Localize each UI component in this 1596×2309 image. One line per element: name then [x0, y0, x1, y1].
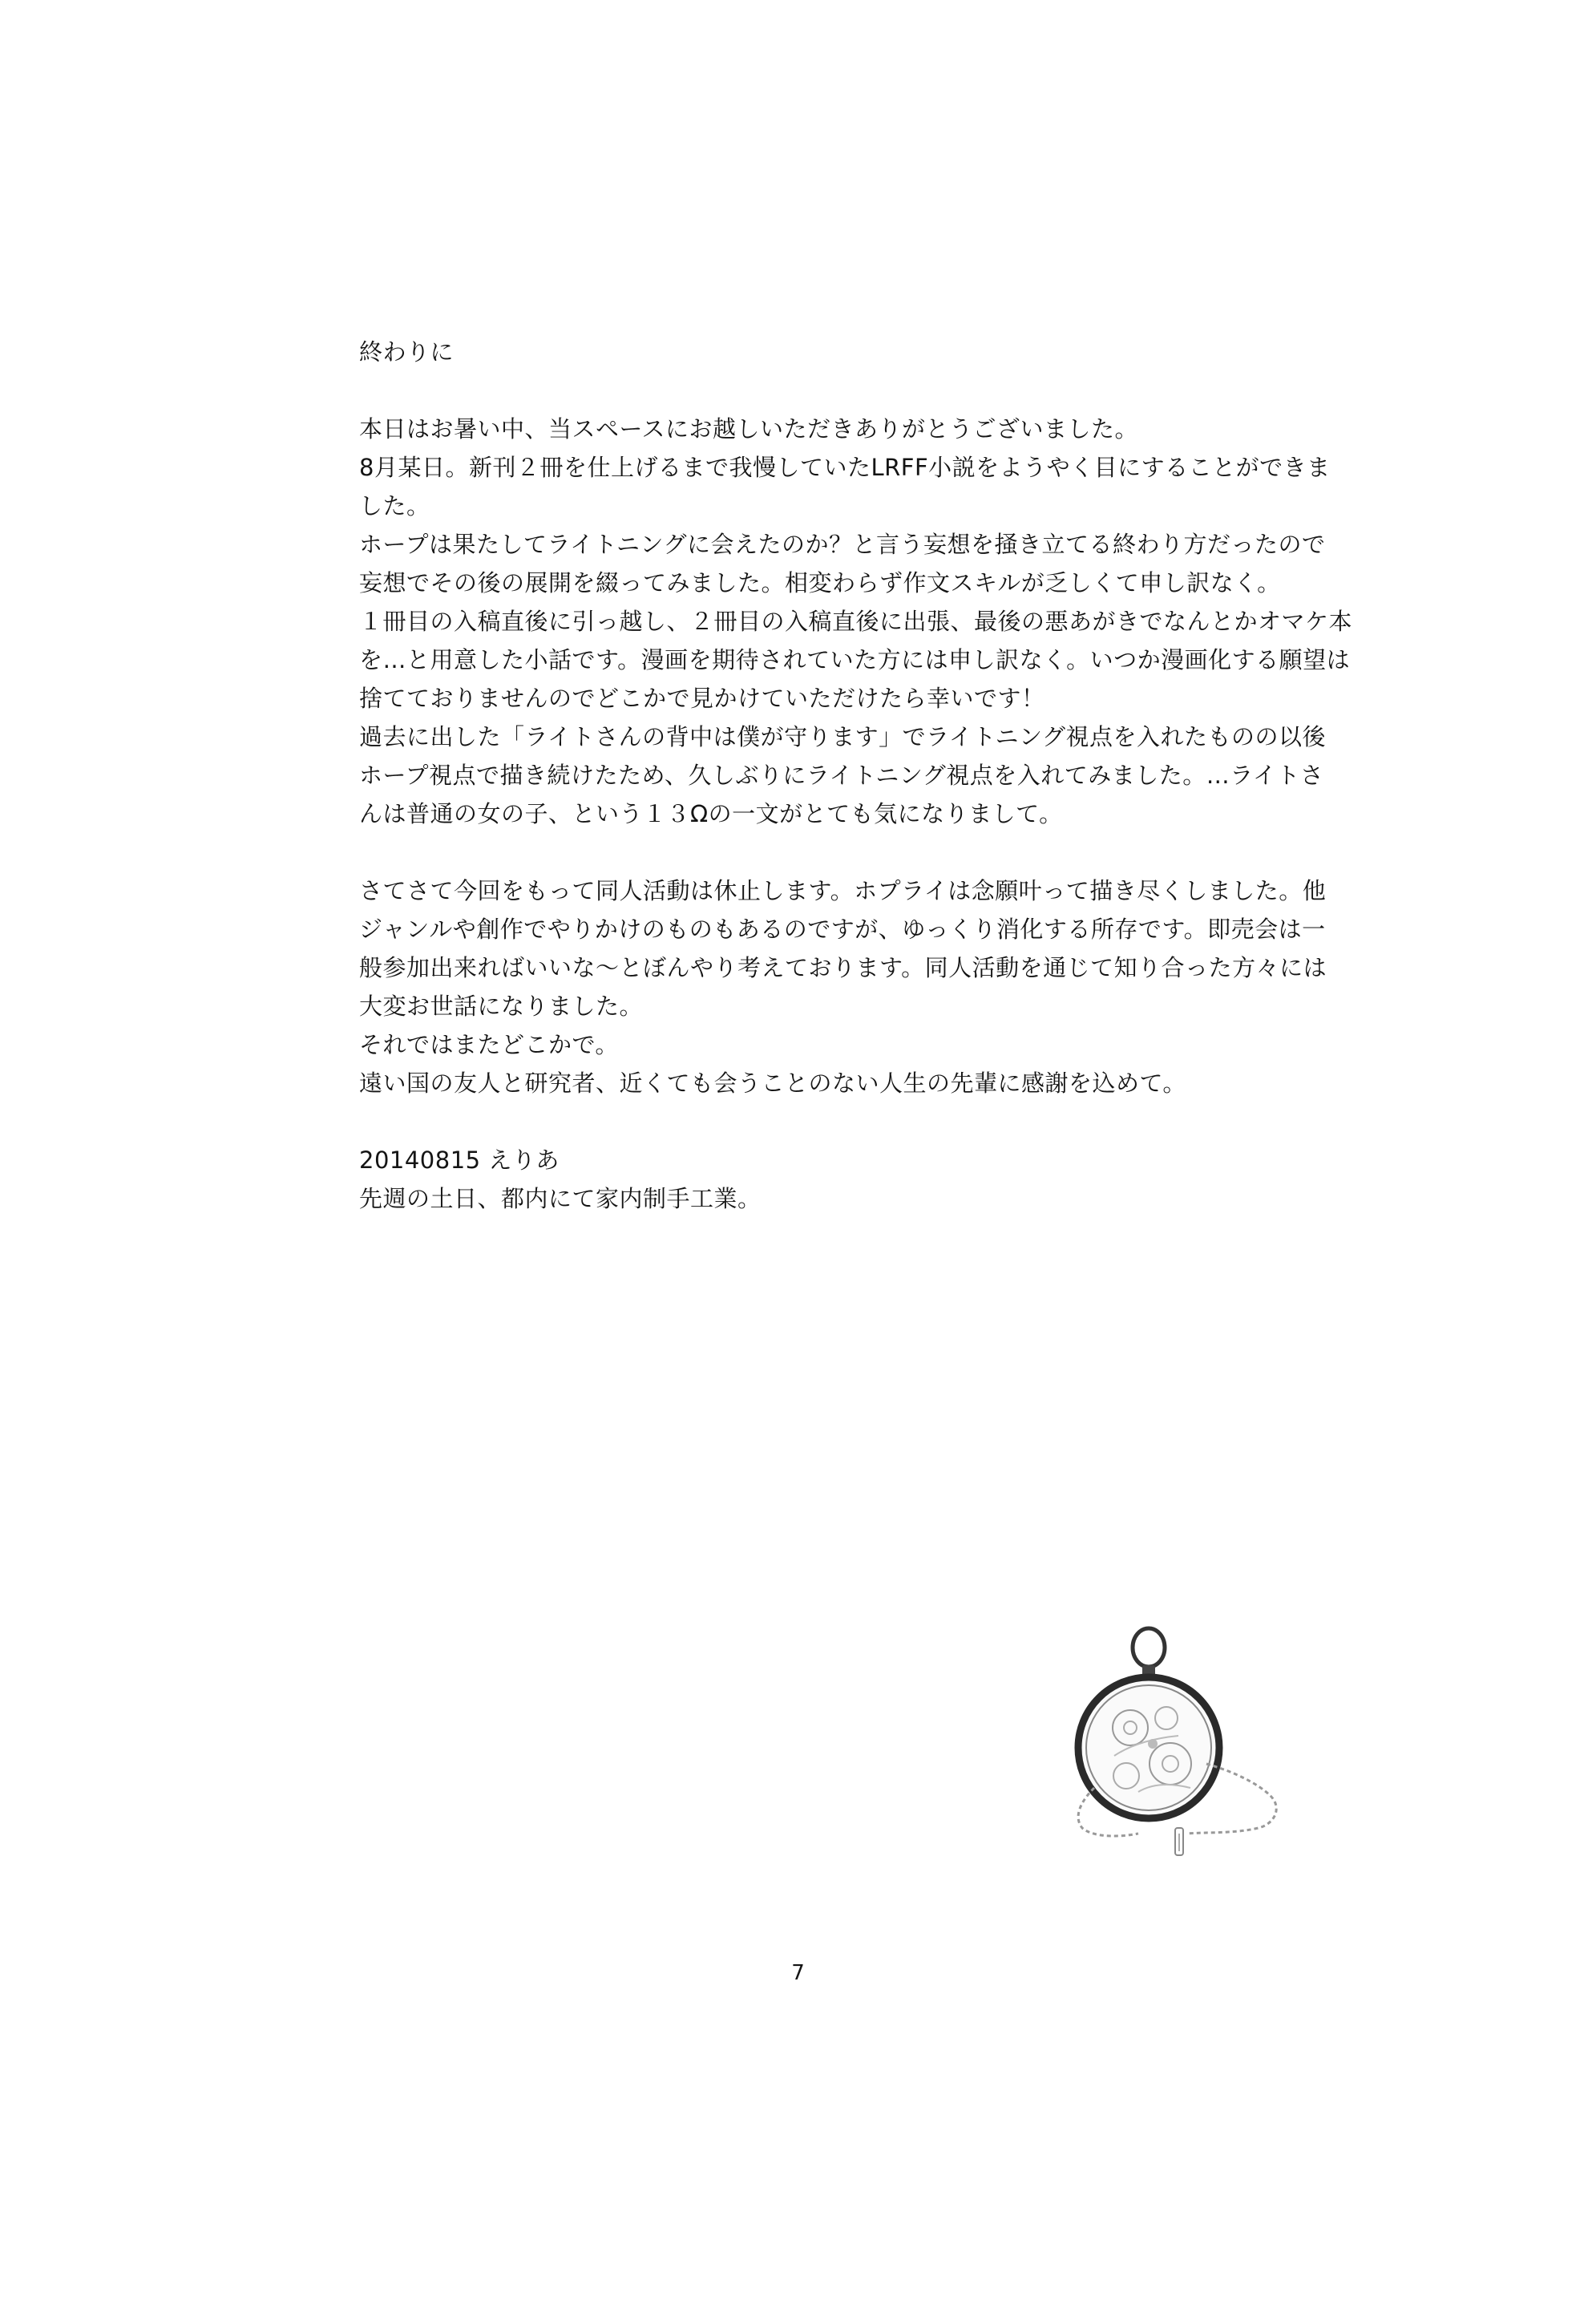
paragraph-thanks: [359, 410, 1353, 833]
text-line: を…と用意した小話です。漫画を期待されていた方には申し訳なく。いつか漫画化する願望は: [359, 646, 1351, 673]
text-line: んは普通の女の子、という１３Ωの一文がとても気になりまして。: [359, 800, 1063, 827]
text-line: 妄想でその後の展開を綴ってみました。相変わらず作文スキルが乏しくて申し訳なく。: [359, 569, 1281, 596]
text-line: した。: [359, 492, 430, 520]
text-line: ホープは果たしてライトニングに会えたのか？と言う妄想を掻き立てる終わり方だったので: [359, 531, 1326, 558]
text-line: 遠い国の友人と研究者、近くても会うことのない人生の先輩に感謝を込めて。: [359, 1070, 1186, 1097]
signature-note: 先週の土日、都内にて家内制手工業。: [359, 1185, 762, 1212]
text-line: 捨てておりませんのでどこかで見かけていただけたら幸いです！: [359, 685, 1045, 712]
afterword-text: [359, 333, 1353, 1218]
text-line: それではまたどこかで。: [359, 1031, 619, 1058]
text-line: 過去に出した「ライトさんの背中は僕が守ります」でライトニング視点を入れたものの以後: [359, 723, 1327, 750]
blank-line: [359, 1102, 1321, 1141]
text-line: 本日はお暑い中、当スペースにお越しいただきありがとうございました。: [359, 415, 1139, 443]
text-line: 大変お世話になりました。: [359, 993, 644, 1020]
afterword-heading: 終わりに: [359, 338, 455, 366]
page-number: 7: [791, 1961, 805, 1985]
blank-line: [359, 833, 1321, 871]
text-line: １冊目の入稿直後に引っ越し、２冊目の入稿直後に出張、最後の悪あがきでなんとかオマケ本: [359, 608, 1353, 635]
text-line: ホープ視点で描き続けたため、久しぶりにライトニング視点を入れてみました。…ライトさ: [359, 762, 1324, 789]
date-author: 20140815 えりあ: [359, 1146, 560, 1174]
text-line: 般参加出来ればいいな～とぼんやり考えております。同人活動を通じて知り合った方々には: [359, 954, 1327, 981]
text-line: ジャンルや創作でやりかけのものもあるのですが、ゆっくり消化する所存です。即売会は一: [359, 916, 1326, 943]
text-line: 8月某日。新刊２冊を仕上げるまで我慢していたLRFF小説をようやく目にすることができま: [359, 454, 1331, 481]
blank-line: [359, 371, 1321, 410]
text-line: さてさて今回をもって同人活動は休止します。ホプライは念願叶って描き尽くしました。他: [359, 877, 1327, 904]
signature-block: [359, 1141, 1321, 1218]
paragraph-hiatus: [359, 871, 1327, 1102]
pocket-watch-icon: [1018, 1624, 1307, 1912]
